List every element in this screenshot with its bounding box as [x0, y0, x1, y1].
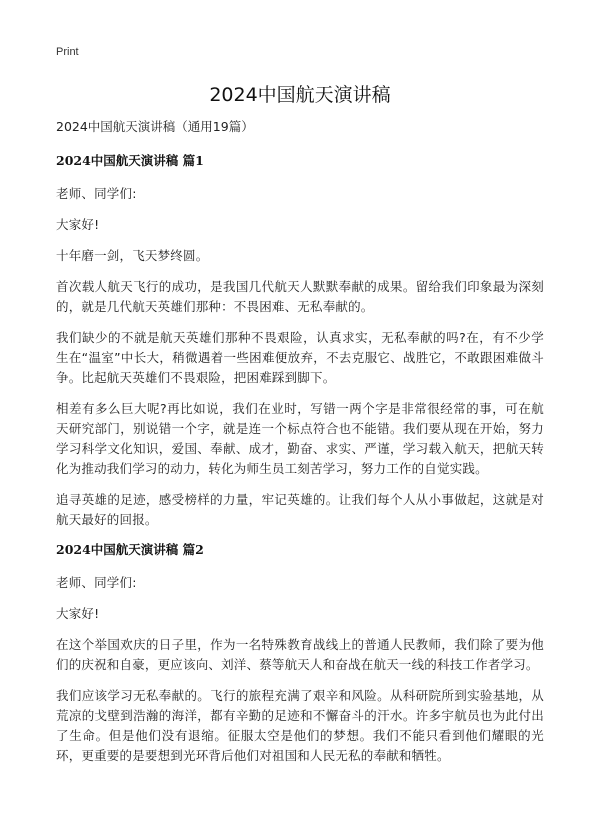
document-subtitle: 2024中国航天演讲稿（通用19篇） — [56, 119, 254, 134]
salutation: 老师、同学们: — [56, 575, 137, 590]
section-heading: 2024中国航天演讲稿 篇2 — [56, 542, 204, 557]
paragraph: 相差有多么巨大呢?再比如说，我们在业时，写错一两个字是非常很经常的事，可在航天研究部门，别说错一个字，就是连一个标点符合也不能错。我们要从现在开始，努力学习科学文化知识，爱国、奉献、成才，勤奋、求实、严谨，学习载入航天，把航天转化为推动我们学习的动力，转化为师生员工刻苦学习，努力工作的自觉实践。 — [56, 401, 544, 476]
print-link[interactable]: Print — [56, 46, 79, 58]
section-1 — [56, 152, 544, 530]
document-title: 2024中国航天演讲稿 — [209, 84, 391, 106]
paragraph: 我们应该学习无私奉献的。飞行的旅程充满了艰辛和风险。从科研院所到实验基地，从荒凉的戈壁到浩瀚的海洋，都有辛勤的足迹和不懈奋斗的汗水。许多宇航员也为此付出了生命。但是他们没有退缩。征服太空是他们的梦想。我们不能只看到他们耀眼的光环，更重要的是要想到光环背后他们对祖国和人民无私的奉献和牺牲。 — [56, 688, 544, 763]
paragraph: 十年磨一剑，飞天梦终圆。 — [56, 248, 209, 263]
section-heading: 2024中国航天演讲稿 篇1 — [56, 153, 204, 168]
salutation: 老师、同学们: — [56, 186, 137, 201]
greeting: 大家好! — [56, 217, 100, 232]
paragraph: 在这个举国欢庆的日子里，作为一名特殊教育战线上的普通人民教师，我们除了要为他们的庆祝和自豪，更应该向、刘洋、蔡等航天人和奋战在航天一线的科技工作者学习。 — [56, 637, 544, 672]
document-body — [56, 118, 544, 777]
paragraph: 首次载人航天飞行的成功，是我国几代航天人默默奉献的成果。留给我们印象最为深刻的，就是几代航天英雄们那种：不畏困难、无私奉献的。 — [56, 279, 544, 314]
paragraph: 我们缺少的不就是航天英雄们那种不畏艰险，认真求实，无私奉献的吗?在，有不少学生在“温室”中长大，稍微遇着一些困难便放弃，不去克服它、战胜它，不敢跟困难做斗争。比起航天英雄们不畏艰险，把困难踩到脚下。 — [56, 330, 544, 385]
section-2 — [56, 541, 544, 766]
greeting: 大家好! — [56, 606, 100, 621]
paragraph: 追寻英雄的足迹，感受榜样的力量，牢记英雄的。让我们每个人从小事做起，这就是对航天最好的回报。 — [56, 492, 544, 527]
